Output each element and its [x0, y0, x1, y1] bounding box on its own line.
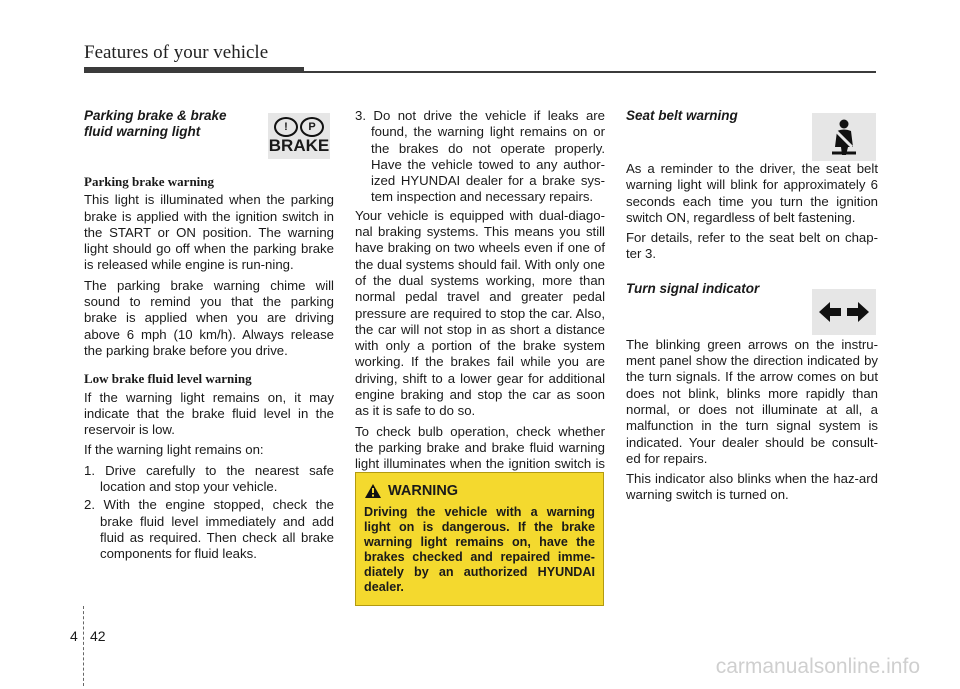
list-item: 2. With the engine stopped, check the brake fluid level immediately and add fluid as required. Then check all brake components for fluid leaks. [84, 497, 334, 562]
brake-icon-word: BRAKE [268, 136, 330, 155]
list-item: 3. Do not drive the vehicle if leaks are found, the warning light remains on or the brakes do not operate properly. Have the vehicle towed to any author-ized HYUNDAI dealer for a brake sys-tem inspection and necessary repairs. [355, 108, 605, 205]
section-title-seat-belt: Seat belt warning [626, 108, 738, 123]
paragraph: This indicator also blinks when the haz-ard warning switch is turned on. [626, 471, 878, 503]
parking-circle-icon: P [300, 117, 324, 137]
chapter-number: 4 [70, 628, 78, 644]
seat-belt-figure-icon [824, 117, 864, 157]
column-left [84, 108, 334, 565]
paragraph: Your vehicle is equipped with dual-diago-nal braking systems. This means you still have braking on two wheels even if one of the dual systems should fail. With only one of the dual systems working, more than normal pedal travel and greater pedal pressure are required to stop the car. Also, the car will not stop in as short a distance with only a portion of the brake system working. If the brakes fail while you are driving, shift to a lower gear for additional engine braking and stop the car as soon as it is safe to do so. [355, 207, 605, 419]
paragraph: As a reminder to the driver, the seat belt warning light will blink for approximately 6 seconds each time you turn the ignition switch ON, regardless of belt fastening. [626, 161, 878, 225]
column-middle [355, 108, 605, 493]
seat-belt-icon [812, 113, 876, 161]
warning-box [355, 472, 604, 606]
warning-triangle-icon [364, 483, 382, 499]
paragraph: For details, refer to the seat belt on chap-ter 3. [626, 230, 878, 262]
warning-heading [364, 483, 595, 499]
watermark: carmanualsonline.info [715, 655, 920, 678]
brake-warning-icon [268, 113, 330, 159]
footer-divider [83, 606, 85, 686]
paragraph: If the warning light remains on, it may indicate that the brake fluid level in the reservoir is low. [84, 389, 334, 438]
paragraph: If the warning light remains on: [84, 442, 264, 458]
header-rule-thick [84, 67, 304, 73]
turn-signal-icon [812, 289, 876, 335]
section-title-turn-signal: Turn signal indicator [626, 280, 760, 296]
header-rule-thin [300, 71, 876, 73]
exclamation-circle-icon: ! [274, 117, 298, 137]
steps-list-continued [355, 108, 605, 206]
paragraph: The parking brake warning chime will sound to remind you that the parking brake is applied when you are driving above 6 mph (10 km/h). Always release the parking brake before you drive. [84, 277, 334, 358]
warning-text: Driving the vehicle with a warning light on is dangerous. If the brake warning light remains on, have the brakes checked and repaired imme-diately by an authorized HYUNDAI dealer. [364, 505, 595, 594]
turn-arrows-icon [819, 301, 869, 323]
page-number: 42 [90, 628, 106, 644]
section-title-line2: fluid warning light [84, 124, 201, 139]
list-item: 1. Drive carefully to the nearest safe location and stop your vehicle. [84, 462, 334, 495]
paragraph: The blinking green arrows on the instru-ment panel show the direction indicated by the turn signals. If the arrow comes on but does not blink, blinks more rapidly than normal, or does not illuminate at all, a malfunction in the turn signal system is indicated. Your dealer should be consult-ed for repairs. [626, 336, 878, 466]
section-title-line1: Parking brake & brake [84, 108, 227, 123]
steps-list [84, 463, 334, 563]
warning-heading-text: WARNING [388, 483, 459, 499]
paragraph: This light is illuminated when the parking brake is applied with the ignition switch in the START or ON position. The warning light should go off when the parking brake is released while engine is run-ning. [84, 192, 334, 273]
paragraph: To check bulb operation, check whether the parking brake and brake fluid warning light illuminates when the ignition switch is [355, 423, 605, 472]
subheading-parking-brake: Parking brake warning [84, 174, 215, 189]
subheading-brake-fluid: Low brake fluid level warning [84, 371, 252, 387]
page-header-title: Features of your vehicle [84, 42, 269, 63]
